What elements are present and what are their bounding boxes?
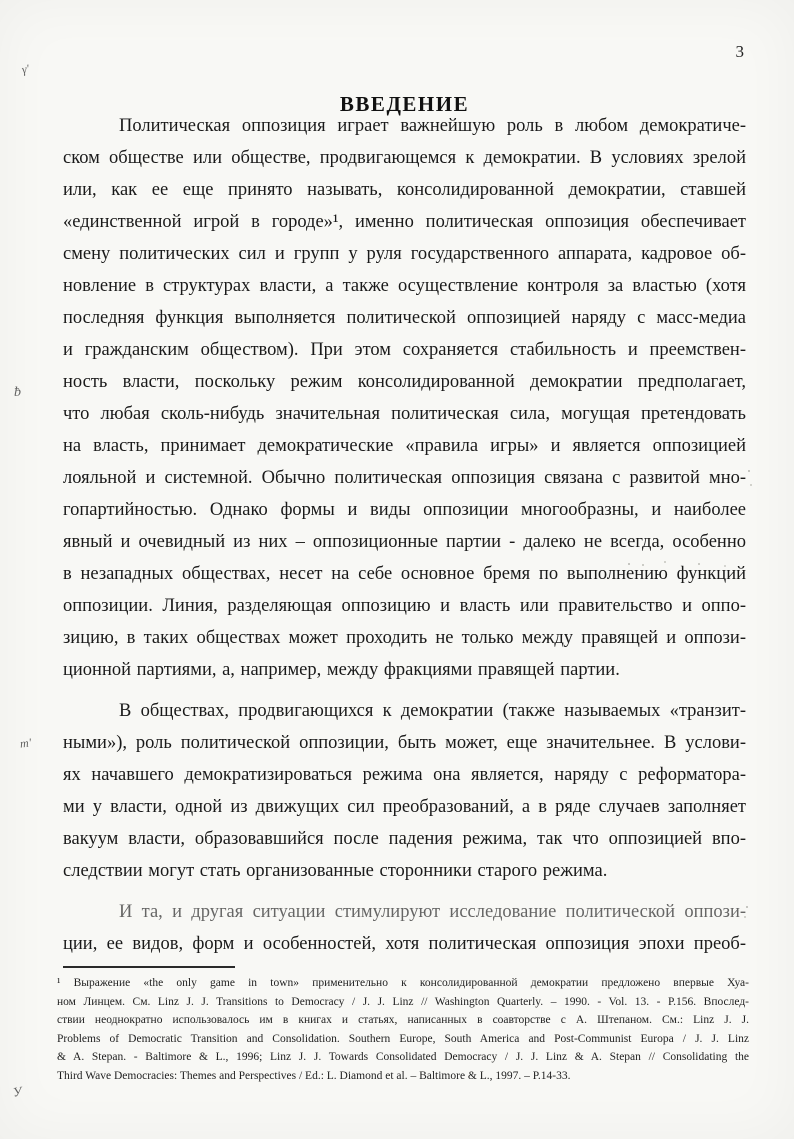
body-line: ском обществе или обществе, продвигающемся к демократии. В условиях зрелой — [63, 148, 746, 168]
footnote-line: ¹ Выражение «the only game in town» применительно к консолидированной демократии предложено впервые Хуа- — [57, 977, 749, 989]
page-title: ВВЕДЕНИЕ — [339, 92, 470, 117]
scan-noise — [748, 470, 750, 472]
body-line: оппозиции. Линия, разделяющая оппозицию и власть или правительство и оппо- — [63, 596, 746, 616]
page-number: 3 — [735, 42, 744, 61]
pencil-mark: ƀ — [14, 385, 21, 400]
pencil-mark: У — [11, 1083, 23, 1100]
body-line: И та, и другая ситуации стимулируют исследование политической оппози- — [119, 902, 746, 922]
body-line: в незападных обществах, несет на себе основное бремя по выполнению функций — [63, 564, 746, 584]
body-line: ционной партиями, а, например, между фракциями правящей партии. — [63, 660, 620, 680]
body-line: последняя функция выполняется политической оппозицией наряду с масс-медиа — [63, 308, 746, 328]
body-text — [63, 110, 746, 960]
body-line: лояльной и системной. Обычно политическая оппозиция связана с развитой мно- — [63, 468, 746, 488]
pencil-mark: т' — [19, 735, 32, 751]
pencil-mark: γ' — [20, 61, 31, 77]
footnote-line: ствии неоднократно использовалось им в книгах и статьях, написанных в соавторстве с А. Штепаном. См.: Linz J. J. — [57, 1014, 749, 1026]
body-line: ях начавшего демократизироваться режима она является, наряду с реформатора- — [63, 765, 746, 785]
paragraph — [63, 695, 746, 887]
footnote-line: & A. Stepan. - Baltimore & L., 1996; Linz J. J. Towards Consolidated Democracy / J. J. Linz & A. Stepan // Consolidating the — [57, 1051, 749, 1063]
body-line: гопартийностью. Однако формы и виды оппозиции многообразны, и наиболее — [63, 500, 746, 520]
body-line: следствии могут стать организованные сторонники старого режима. — [63, 861, 608, 881]
body-line: ность власти, поскольку режим консолидированной демократии предполагает, — [63, 372, 746, 392]
body-line: новление в структурах власти, а также осуществление контроля за властью (хотя — [63, 276, 746, 296]
paragraph — [63, 110, 746, 686]
body-line: «единственной игрой в городе»¹, именно политическая оппозиция обеспечивает — [63, 212, 746, 232]
footnote-line: ном Линцем. См. Linz J. J. Transitions to Democracy / J. J. Linz // Washington Quarterly. – 1990. - Vol. 13. - P.156. Впослед- — [57, 995, 749, 1008]
body-line: ми у власти, одной из движущих сил преобразований, а в ряде случаев заполняет — [63, 797, 746, 817]
body-line: В обществах, продвигающихся к демократии (также называемых «транзит- — [119, 701, 746, 721]
body-line: что любая сколь-нибудь значительная политическая сила, могущая претендовать — [63, 404, 746, 424]
footnote-line: Problems of Democratic Transition and Consolidation. Southern Europe, South America and Post-Communist Europa / J. J. Linz — [57, 1032, 749, 1045]
footnote-rule — [63, 966, 235, 968]
body-line: смену политических сил и групп у руля государственного аппарата, кадровое об- — [63, 244, 746, 264]
body-line: и гражданским обществом). При этом сохраняется стабильность и преемствен- — [63, 340, 746, 360]
footnote-line: Third Wave Democracies: Themes and Perspectives / Ed.: L. Diamond et al. – Baltimore & L., 1997. – P.14-33. — [57, 1069, 571, 1082]
body-line: или, как ее еще принято называть, консолидированной демократии, ставшей — [63, 180, 746, 200]
body-line: на власть, принимает демократические «правила игры» и является оппозицией — [63, 436, 746, 456]
body-line: явный и очевидный из них – оппозиционные партии - далеко не всегда, особенно — [63, 532, 746, 552]
body-line: ции, ее видов, форм и особенностей, хотя политическая оппозиция эпохи преоб- — [63, 934, 746, 954]
body-line: ными»), роль политической оппозиции, быть может, еще значительнее. В услови- — [63, 733, 746, 753]
scan-noise — [746, 906, 748, 908]
body-line: зицию, в таких обществах может проходить не только между правящей и оппози- — [63, 628, 746, 648]
paragraph — [63, 896, 746, 960]
body-line: Политическая оппозиция играет важнейшую роль в любом демократиче- — [119, 116, 746, 136]
body-line: вакуум власти, образовавшийся после падения режима, так что оппозицией впо- — [63, 829, 746, 849]
footnote — [57, 974, 749, 1085]
